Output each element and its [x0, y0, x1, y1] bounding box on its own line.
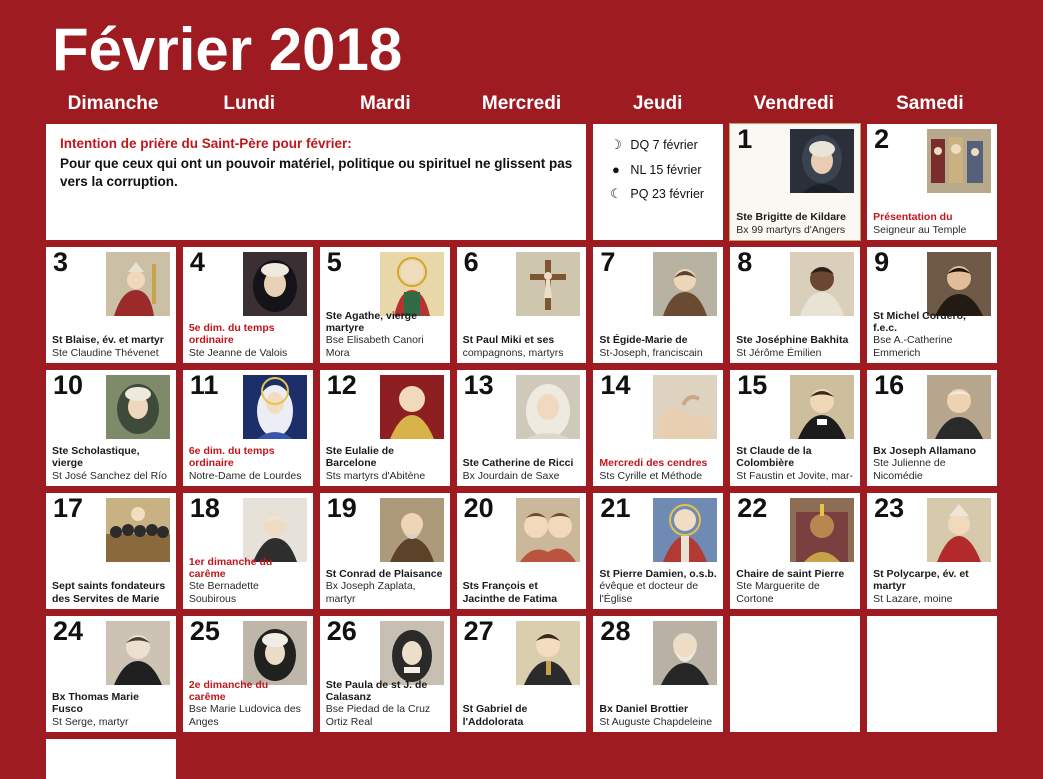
- feast-secondary: St Jérôme Émilien: [736, 346, 822, 359]
- day-cell[interactable]: [866, 492, 998, 610]
- day-number: 11: [189, 370, 219, 400]
- feast-primary: Ste Joséphine Bakhita: [736, 334, 849, 347]
- saint-image: [927, 252, 991, 316]
- saint-image: [516, 498, 580, 562]
- feast-primary: 6e dim. du temps ordinaire: [188, 444, 275, 470]
- day-number: 10: [53, 370, 84, 400]
- saint-image: [653, 498, 717, 562]
- feast-primary: Ste Scholastique, vierge: [52, 444, 140, 470]
- calendar-grid: [45, 123, 998, 779]
- day-feast-texts: [599, 703, 717, 728]
- day-feast-texts: [736, 211, 854, 236]
- day-feast-texts: [189, 679, 307, 729]
- saint-image: [243, 621, 307, 685]
- day-cell[interactable]: [592, 492, 724, 610]
- feast-secondary: St Faustin et Jovite, mar-: [736, 469, 853, 482]
- feast-primary: St Conrad de Plaisance: [325, 567, 443, 580]
- day-feast-texts: [463, 457, 581, 482]
- dow-friday: Vendredi: [753, 93, 834, 114]
- day-cell[interactable]: [592, 369, 724, 487]
- feast-primary: 5e dim. du temps ordinaire: [188, 321, 275, 347]
- feast-secondary: Notre-Dame de Lourdes: [188, 469, 302, 482]
- feast-secondary: Bx 99 martyrs d'Angers: [736, 223, 846, 236]
- empty-day-cell: [866, 615, 998, 733]
- saint-image: [653, 252, 717, 316]
- feast-primary: St Pierre Damien, o.s.b.: [599, 567, 717, 580]
- feast-secondary: évêque et docteur de l'Église: [599, 580, 699, 605]
- feast-primary: St Gabriel de: [462, 703, 528, 716]
- saint-image: [927, 375, 991, 439]
- day-feast-texts: [873, 310, 991, 360]
- day-cell[interactable]: [866, 369, 998, 487]
- feast-primary: St Claude de la Colombière: [736, 444, 812, 470]
- day-number: 26: [326, 616, 357, 646]
- feast-secondary: Ste Bernadette Soubirous: [188, 580, 259, 605]
- feast-secondary: Sts Cyrille et Méthode: [599, 469, 703, 482]
- feast-primary: Ste Catherine de Ricci: [462, 457, 574, 470]
- day-feast-texts: [326, 310, 444, 360]
- intention-heading: Intention de prière du Saint-Père pour février:: [60, 136, 352, 151]
- day-cell[interactable]: [866, 123, 998, 241]
- feast-secondary: Bse Marie Ludovica des Anges: [188, 703, 301, 728]
- feast-primary: Ste Paula de st J. de Calasanz: [325, 678, 428, 703]
- feast-secondary: Jacinthe de Fatima: [462, 592, 558, 605]
- feast-secondary: Ste Julienne de Nicomédie: [873, 457, 946, 482]
- feast-primary: Sts François et: [462, 580, 538, 593]
- feast-secondary: l'Addolorata: [462, 715, 524, 728]
- day-feast-texts: [326, 568, 444, 605]
- days-of-week-row: [45, 89, 998, 123]
- page-title: Février 2018: [52, 16, 403, 83]
- day-cell[interactable]: [456, 246, 588, 364]
- moon-phase-label: PQ 23 février: [630, 187, 705, 201]
- feast-secondary: Seigneur au Temple: [873, 223, 967, 236]
- saint-image: [106, 252, 170, 316]
- feast-secondary: Bx Joseph Zaplata, martyr: [325, 580, 416, 605]
- feast-secondary: St Auguste Chapdeleine: [599, 715, 713, 728]
- feast-secondary: des Servites de Marie: [52, 592, 160, 605]
- day-number: 1: [737, 124, 753, 154]
- day-cell[interactable]: [319, 492, 451, 610]
- day-feast-texts: [873, 211, 991, 236]
- feast-secondary: Ste Jeanne de Valois: [188, 346, 288, 359]
- day-cell[interactable]: [729, 246, 861, 364]
- feast-secondary: Sts martyrs d'Abitène: [325, 469, 426, 482]
- day-cell[interactable]: [319, 369, 451, 487]
- saint-image: [653, 375, 717, 439]
- saint-image: [380, 621, 444, 685]
- day-feast-texts: [736, 445, 854, 482]
- day-cell[interactable]: [182, 492, 314, 610]
- day-number: 28: [600, 616, 631, 646]
- day-number: 9: [874, 247, 890, 277]
- moon-phase-icon: ☾: [610, 186, 622, 201]
- day-number: 16: [874, 370, 905, 400]
- day-feast-texts: [599, 334, 717, 359]
- day-number: 22: [737, 493, 768, 523]
- day-feast-texts: [736, 568, 854, 605]
- day-number: 27: [463, 616, 494, 646]
- day-number: 14: [600, 370, 631, 400]
- saint-image: [380, 498, 444, 562]
- day-cell[interactable]: [45, 492, 177, 610]
- day-cell[interactable]: [729, 492, 861, 610]
- day-feast-texts: [52, 334, 170, 359]
- saint-image: [516, 252, 580, 316]
- day-number: 3: [53, 247, 69, 277]
- day-number: 5: [326, 247, 342, 277]
- feast-primary: Bx Joseph Allamano: [873, 444, 977, 457]
- empty-day-cell: [45, 738, 177, 779]
- saint-image: [790, 498, 854, 562]
- day-number: 4: [189, 247, 205, 277]
- day-number: 21: [600, 493, 631, 523]
- feast-secondary: Ste Claudine Thévenet: [52, 346, 159, 359]
- feast-primary: Chaire de saint Pierre: [736, 567, 845, 580]
- day-feast-texts: [52, 691, 170, 728]
- feast-primary: St Égide-Marie de: [599, 334, 688, 347]
- day-number: 20: [463, 493, 494, 523]
- moon-phase-row: [609, 162, 713, 177]
- feast-secondary: St Serge, martyr: [52, 715, 129, 728]
- day-number: 23: [874, 493, 905, 523]
- feast-secondary: St José Sanchez del Río: [52, 469, 167, 482]
- day-number: 19: [326, 493, 357, 523]
- day-cell[interactable]: [456, 369, 588, 487]
- day-feast-texts: [189, 445, 307, 482]
- dow-wednesday: Mercredi: [481, 93, 562, 114]
- saint-image: [380, 252, 444, 316]
- day-feast-texts: [599, 457, 717, 482]
- feast-primary: Bx Daniel Brottier: [599, 703, 689, 716]
- feast-primary: Bx Thomas Marie Fusco: [52, 690, 139, 716]
- saint-image: [927, 129, 991, 193]
- day-feast-texts: [52, 445, 170, 482]
- saint-image: [106, 621, 170, 685]
- day-cell[interactable]: [456, 615, 588, 733]
- day-number: 12: [326, 370, 357, 400]
- feast-primary: Ste Brigitte de Kildare: [736, 211, 846, 224]
- saint-image: [516, 375, 580, 439]
- moon-phase-icon: ☽: [610, 137, 622, 152]
- feast-secondary: Bse Piedad de la Cruz Ortiz Real: [325, 703, 431, 728]
- feast-primary: St Paul Miki et ses: [462, 334, 555, 347]
- day-number: 7: [600, 247, 616, 277]
- day-cell[interactable]: [319, 615, 451, 733]
- feast-primary: Ste Eulalie de Barcelone: [325, 444, 394, 470]
- day-number: 2: [874, 124, 890, 154]
- moon-phase-label: DQ 7 février: [630, 138, 698, 152]
- day-number: 25: [189, 616, 220, 646]
- feast-secondary: St-Joseph, franciscain: [599, 346, 703, 359]
- day-number: 15: [737, 370, 768, 400]
- saint-image: [243, 498, 307, 562]
- saint-image: [790, 129, 854, 193]
- saint-image: [243, 252, 307, 316]
- feast-secondary: compagnons, martyrs: [462, 346, 564, 359]
- moon-phase-icon: ●: [611, 162, 620, 177]
- day-feast-texts: [463, 703, 581, 728]
- feast-primary: 2e dimanche du carême: [188, 678, 269, 703]
- saint-image: [790, 252, 854, 316]
- day-feast-texts: [189, 322, 307, 359]
- feast-primary: Ste Agathe, vierge martyre: [325, 309, 417, 334]
- day-cell[interactable]: [45, 369, 177, 487]
- feast-primary: 1er dimanche du carême: [188, 555, 273, 580]
- day-number: 24: [53, 616, 84, 646]
- day-cell[interactable]: [592, 615, 724, 733]
- day-cell[interactable]: [729, 369, 861, 487]
- feast-secondary: Bse A.-Catherine Emmerich: [873, 334, 953, 359]
- saint-image: [380, 375, 444, 439]
- saint-image: [106, 498, 170, 562]
- day-feast-texts: [463, 580, 581, 605]
- day-number: 6: [463, 247, 479, 277]
- feast-primary: Mercredi des cendres: [599, 457, 708, 470]
- day-feast-texts: [463, 334, 581, 359]
- prayer-intention-cell: [45, 123, 587, 241]
- feast-secondary: Bse Elisabeth Canori Mora: [325, 334, 424, 359]
- dow-saturday: Samedi: [896, 93, 964, 114]
- day-feast-texts: [736, 334, 854, 359]
- saint-image: [106, 375, 170, 439]
- moon-phase-label: NL 15 février: [630, 162, 702, 177]
- saint-image: [653, 621, 717, 685]
- feast-secondary: St Lazare, moine: [873, 592, 953, 605]
- day-number: 17: [53, 493, 84, 523]
- day-number: 18: [189, 493, 220, 523]
- day-number: 8: [737, 247, 753, 277]
- saint-image: [516, 621, 580, 685]
- feast-primary: St Michel Cordero, f.e.c.: [873, 309, 966, 334]
- day-cell[interactable]: [592, 246, 724, 364]
- dow-thursday: Jeudi: [632, 93, 683, 114]
- day-feast-texts: [52, 580, 170, 605]
- day-cell[interactable]: [182, 615, 314, 733]
- day-feast-texts: [326, 679, 444, 729]
- feast-primary: Présentation du: [873, 211, 953, 224]
- feast-secondary: Ste Marguerite de Cortone: [736, 580, 820, 605]
- feast-primary: Sept saints fondateurs: [52, 580, 166, 593]
- day-feast-texts: [326, 445, 444, 482]
- day-cell[interactable]: [45, 246, 177, 364]
- saint-image: [243, 375, 307, 439]
- day-cell[interactable]: [729, 123, 861, 241]
- day-feast-texts: [873, 445, 991, 482]
- moon-phases-cell: [592, 123, 724, 241]
- day-number: 13: [463, 370, 494, 400]
- saint-image: [790, 375, 854, 439]
- intention-body: Pour que ceux qui ont un pouvoir matériel, politique ou spirituel ne glissent pas vers la corruption.: [60, 156, 573, 190]
- feast-primary: St Polycarpe, év. et martyr: [873, 567, 969, 593]
- day-cell[interactable]: [866, 246, 998, 364]
- day-cell[interactable]: [456, 492, 588, 610]
- saint-image: [927, 498, 991, 562]
- moon-phase-row: [609, 137, 713, 153]
- feast-primary: St Blaise, év. et martyr: [52, 334, 164, 347]
- day-cell[interactable]: [319, 246, 451, 364]
- empty-day-cell: [729, 615, 861, 733]
- moon-phase-row: [609, 186, 713, 202]
- feast-secondary: Bx Jourdain de Saxe: [462, 469, 560, 482]
- day-cell[interactable]: [182, 369, 314, 487]
- day-cell[interactable]: [182, 246, 314, 364]
- dow-tuesday: Mardi: [360, 93, 411, 114]
- dow-sunday: Dimanche: [67, 93, 159, 114]
- day-cell[interactable]: [45, 615, 177, 733]
- day-feast-texts: [873, 568, 991, 605]
- day-feast-texts: [599, 568, 717, 605]
- day-feast-texts: [189, 556, 307, 606]
- dow-monday: Lundi: [223, 93, 276, 114]
